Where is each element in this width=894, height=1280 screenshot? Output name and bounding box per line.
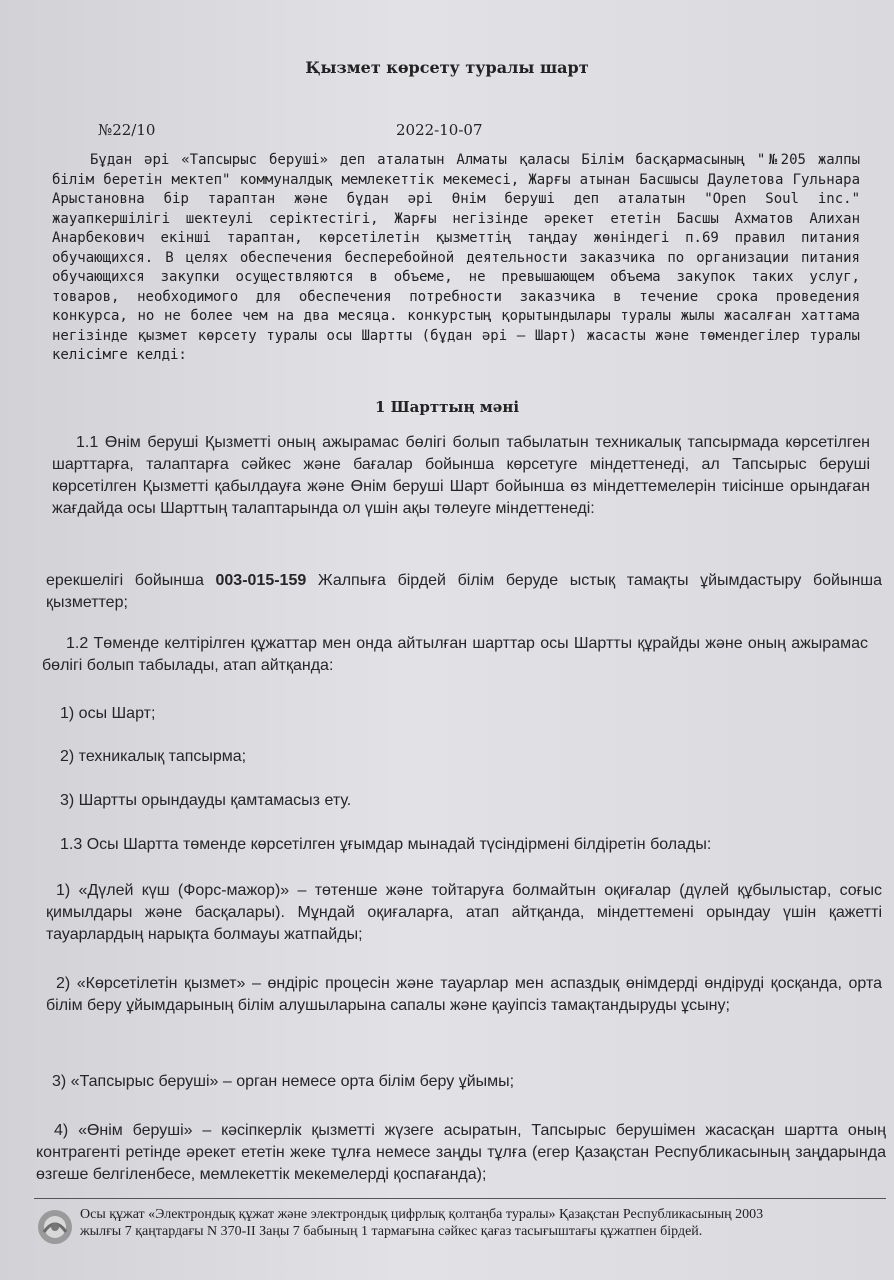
definition-4: 4) «Өнім беруші» – кәсіпкерлік қызметті жүзеге асыратын, Тапсырыс берушімен жасасқан шартта оның контрагенті ретінде әрекет ететін жеке тұлға немесе заңды тұлға (егер Қазақстан Республикасының заңдарында өзгеше белгіленбесе, мемлекеттік мекемелерді қоспағанда); [36,1122,886,1183]
footer-note: Осы құжат «Электрондық құжат және электрондық цифрлық қолтаңба туралы» Қазақстан Республикасының 2003 жылғы 7 қаңтардағы N 370-II Заңы 7 бабының 1 тармағына сәйкес қағаз тасығыштағы құжатпен бірдей. [80,1207,764,1239]
section-1-title: 1 Шарттың мәні [374,398,520,416]
clause-1-3: 1.3 Осы Шартта төменде көрсетілген ұғымдар мынадай түсіндірмені білдіретін болады: [60,836,712,853]
specification-paragraph [46,570,882,614]
list-item: 3) Шартты орындауды қамтамасыз ету. [60,792,352,809]
definition-1: 1) «Дүлей күш (Форс-мажор)» – төтенше және тойтаруға болмайтын оқиғалар (дүлей құбылыстар, соғыс қимылдары және басқалары). Мұндай оқиғаларға, атап айтқанда, міндеттемені орындау үшін қажетті тауарлардың нарықта болмауы жатпайды; [46,882,882,943]
list-item: 1) осы Шарт; [60,705,156,722]
spec-suffix: Жалпыға бірдей білім беруде ыстық тамақты ұйымдастыру бойынша қызметтер; [46,572,883,611]
document-title: Қызмет көрсету туралы шарт [305,58,589,77]
clause-1-2: 1.2 Төменде келтірілген құжаттар мен онда айтылған шарттар осы Шартты құрайды және оның ажырамас бөлігі болып табылады, атап айтқанда: [42,635,868,674]
definition-2: 2) «Көрсетілетін қызмет» – өндіріс процесін және тауарлар мен аспаздық өнімдерді өндіруді қосқанда, орта білім беру ұйымдарының білім алушыларына сапалы және қауіпсіз тамақтандыруды ұсыну; [46,975,882,1014]
list-item: 2) техникалық тапсырма; [60,748,247,765]
spec-code: 003-015-159 [215,572,307,589]
document-number: №22/10 [98,121,156,139]
intro-paragraph [52,151,860,366]
document-date: 2022-10-07 [396,121,483,139]
emblem-icon [36,1208,74,1246]
footer-divider [34,1198,886,1199]
definition-3: 3) «Тапсырыс беруші» – орган немесе орта білім беру ұйымы; [52,1073,515,1090]
spec-prefix: ерекшелігі бойынша [46,572,216,589]
intro-text: Бұдан әрі «Тапсырыс беруші» деп аталатын Алматы қаласы Білім басқармасының "№205 жалпы білім беретін мектеп" коммуналдық мемлекеттік мекемесі, Жарғы атынан Басшысы Даулетова Гульнара Арыстановна бір тараптан және бұдан әрі Өнім беруші деп аталатын "Open Soul inc." жауапкершілігі шектеулі серіктестігі, Жарғы негізінде әрекет ететін Басшы Ахматов Алихан Анарбекович екінші тараптан, көрсетілетін қызметтің таңдау жөніндегі п.69 правил питания обучающихся. В целях обеспечения бесперебойной деятельности заказчика по организации питания обучающихся закупки осуществляются в объеме, не превышающем объема закупок таких услуг, товаров, необходимого для обеспечения потребности заказчика в течение срока проведения конкурса, но не более чем на два месяца. конкурстың қорытындылары туралы жылы жасалған хаттама негізінде қызмет көрсету туралы осы Шартты (бұдан әрі – Шарт) жасасты және төмендегілер туралы келісімге келді: [52,152,860,363]
clause-1-1: 1.1 Өнім беруші Қызметті оның ажырамас бөлігі болып табылатын техникалық тапсырмада көрсетілген шарттарға, талаптарға сәйкес және бағалар бойынша көрсетуге міндеттенеді, ал Тапсырыс беруші көрсетілген Қызметті қабылдауға және Өнім беруші Шарт бойынша өз міндеттемелерін тиісінше орындаған жағдайда осы Шарттың талаптарында ол үшін ақы төлеуге міндеттенеді: [52,434,870,517]
